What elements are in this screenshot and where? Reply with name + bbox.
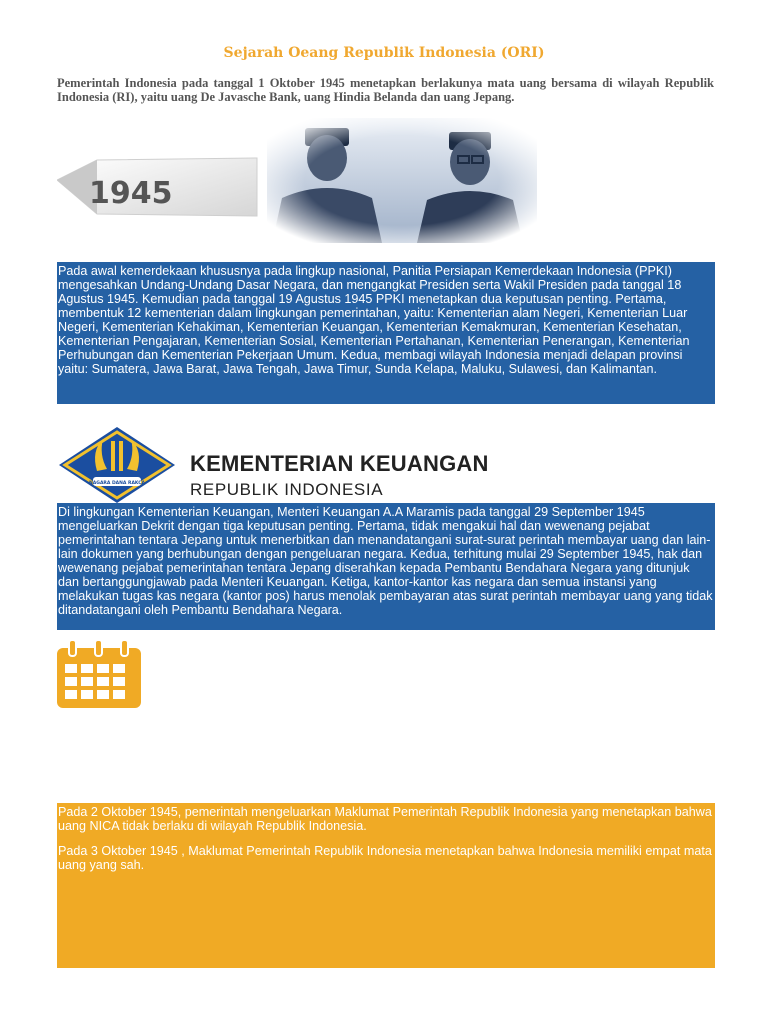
maklumat-paragraph-2: Pada 3 Oktober 1945 , Maklumat Pemerintah Republik Indonesia menetapkan bahwa Indonesia memiliki empat mata uang yang sah. bbox=[58, 844, 712, 872]
ministry-name: KEMENTERIAN KEUANGAN bbox=[190, 451, 489, 476]
year-tag bbox=[57, 158, 257, 216]
calendar-icon bbox=[57, 640, 141, 708]
hero-image bbox=[57, 118, 537, 243]
year-text: 1945 bbox=[89, 176, 173, 211]
maramis-paragraph: Di lingkungan Kementerian Keuangan, Menteri Keuangan A.A Maramis pada tanggal 29 September 1945 mengeluarkan Dekrit dengan tiga keputusan penting. Pertama, tidak mengakui hal dan wewenang pejabat pemerintahan tentara Jepang untuk menerbitkan dan menandatangani surat-surat perintah membayar uang dan lain-lain dokumen yang berhubungan dengan pengeluaran negara. Kedua, terhitung mulai 29 September 1945, hak dan wewenang pejabat pemerintahan tentara Jepang diserahkan kepada Pembantu Bendahara Negara yang ditunjuk dan bertanggungjawab pada Menteri Keuangan. Ketiga, kantor-kantor kas negara dan semua instansi yang melakukan tugas kas negara (kantor pos) harus menolak pembayaran atas surat perintah membayar uang yang tidak ditandatangani oleh Pembantu Bendahara Negara. bbox=[57, 503, 715, 630]
maklumat-paragraph-1: Pada 2 Oktober 1945, pemerintah mengeluarkan Maklumat Pemerintah Republik Indonesia yang menetapkan bahwa uang NICA tidak berlaku di wilayah Republik Indonesia. bbox=[58, 805, 712, 833]
ministry-subtitle: REPUBLIK INDONESIA bbox=[190, 480, 384, 499]
page-title: Sejarah Oeang Republik Indonesia (ORI) bbox=[223, 45, 545, 61]
ministry-emblem bbox=[57, 425, 177, 505]
emblem-ribbon-text: NAGARA DANA RAKCA bbox=[89, 481, 145, 486]
ppki-paragraph: Pada awal kemerdekaan khususnya pada lingkup nasional, Panitia Persiapan Kemerdekaan Indonesia (PPKI) mengesahkan Undang-Undang Dasar Negara, dan mengangkat Presiden serta Wakil Presiden pada tanggal 18 Agustus 1945. Kemudian pada tanggal 19 Agustus 1945 PPKI menetapkan dua keputusan penting. Pertama, membentuk 12 kementerian dalam lingkungan pemerintahan, yaitu: Kementerian alam Negeri, Kementerian Luar Negeri, Kementerian Kehakiman, Kementerian Keuangan, Kementerian Kemakmuran, Kementerian Kesehatan, Kementerian Pengajaran, Kementerian Sosial, Kementerian Pertahanan, Kementerian Penerangan, Kementerian Perhubungan dan Kementerian Pekerjaan Umum. Kedua, membagi wilayah Indonesia menjadi delapan provinsi yaitu: Sumatera, Jawa Barat, Jawa Tengah, Jawa Timur, Sunda Kelapa, Maluku, Sulawesi, dan Kalimantan. bbox=[57, 262, 715, 404]
intro-paragraph: Pemerintah Indonesia pada tanggal 1 Oktober 1945 menetapkan berlakunya mata uang bersama di wilayah Republik Indonesia (RI), yaitu uang De Javasche Bank, uang Hindia Belanda dan uang Jepang. bbox=[57, 76, 714, 104]
maklumat-box bbox=[57, 803, 715, 968]
portrait-photo bbox=[267, 118, 537, 243]
